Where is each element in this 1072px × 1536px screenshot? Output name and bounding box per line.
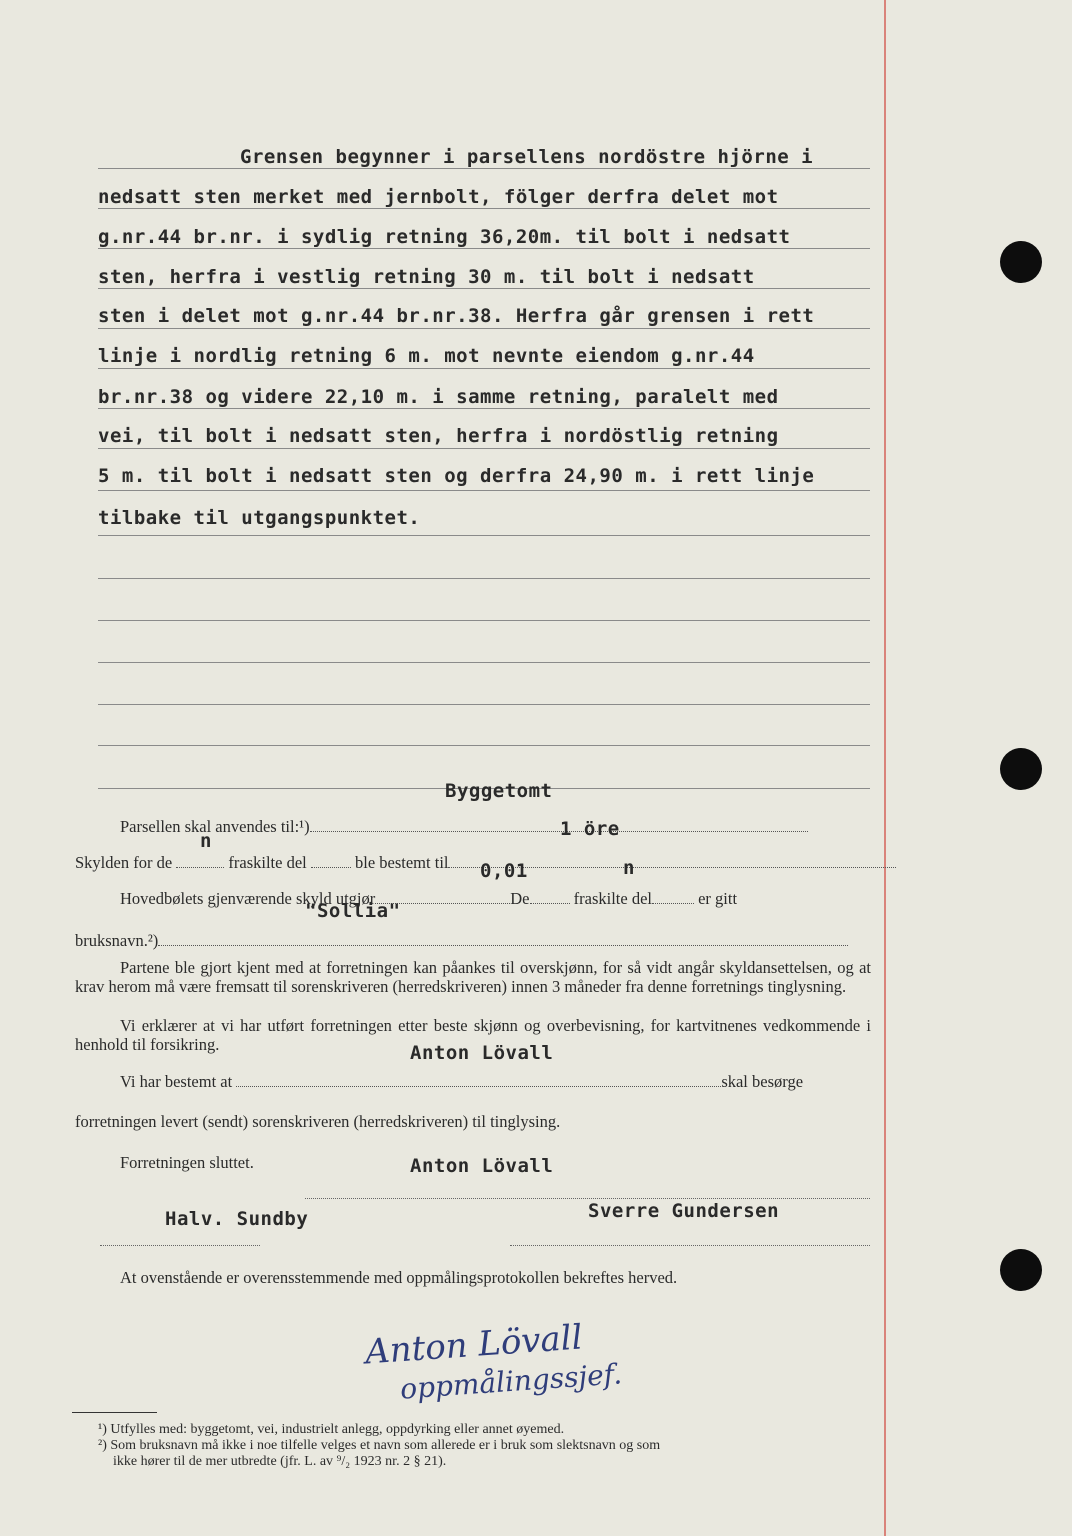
footnote-2: ²) Som bruksnavn må ikke i noe tilfelle velges et navn som allerede er i bruk som slektsnavn og som — [98, 1438, 661, 1453]
confirm-text: At ovenstående er overensstemmende med oppmålingsprotokollen bekreftes herved. — [120, 1268, 678, 1287]
appeal-paragraph: Partene ble gjort kjent med at forretningen kan påankes til overskjønn, for så vidt angår skyldansettelsen, og at krav herom må være fremsatt til sorenskriveren (herredskriveren) innen 3 måneder fra denne forretnings tinglysning. — [75, 958, 871, 996]
signature-title: oppmålingssjef. — [399, 1357, 623, 1406]
levert-text: forretningen levert (sendt) sorenskriveren (herredskriveren) til tinglysing. — [75, 1112, 561, 1131]
footnote-2-cont: ikke hører til de mer utbredte (jfr. L. av ⁹/₂ 1923 nr. 2 § 21). — [113, 1454, 447, 1469]
skyld-value: 0,01 — [480, 860, 528, 882]
description-line: sten, herfra i vestlig retning 30 m. til bolt i nedsatt — [98, 266, 755, 288]
punch-hole-icon — [1000, 241, 1042, 283]
bruksnavn-value: "Sollia" — [305, 900, 401, 922]
bestemt-row: Vi har bestemt at skal besørge — [120, 1072, 804, 1091]
hoved-row: Hovedbølets gjenværende skyld utgjør De fraskilte del er gitt — [120, 889, 738, 908]
margin-line — [884, 0, 886, 1536]
signer-left: Halv. Sundby — [165, 1208, 309, 1230]
bruksnavn-label: bruksnavn.²) — [75, 931, 848, 951]
description-line: sten i delet mot g.nr.44 br.nr.38. Herfra går grensen i rett — [98, 305, 815, 327]
skyld-n2: n — [623, 857, 635, 879]
signer-right: Sverre Gundersen — [588, 1200, 780, 1222]
description-line: vei, til bolt i nedsatt sten, herfra i nordöstlig retning — [98, 425, 779, 447]
description-line: nedsatt sten merket med jernbolt, fölger derfra delet mot — [98, 186, 779, 208]
footnote-1: ¹) Utfylles med: byggetomt, vei, industrielt anlegg, oppdyrking eller annet øyemed. — [98, 1422, 565, 1437]
use-label: Parsellen skal anvendes til:¹) — [120, 817, 808, 837]
description-line: br.nr.38 og videre 22,10 m. i samme retning, paralelt med — [98, 386, 779, 408]
skyld-unit: 1 öre — [560, 818, 620, 840]
skyld-row: Skylden for de fraskilte del ble bestemt til — [75, 853, 896, 873]
punch-hole-icon — [1000, 748, 1042, 790]
skyld-n1: n — [200, 830, 212, 852]
description-line: g.nr.44 br.nr. i sydlig retning 36,20m. til bolt i nedsatt — [98, 226, 791, 248]
declaration-paragraph: Vi erklærer at vi har utført forretningen etter beste skjønn og overbevisning, for kartvitnenes vedkommende i henhold til forsikring. — [75, 1016, 871, 1054]
sluttet-text: Forretningen sluttet. — [120, 1153, 254, 1172]
description-line: tilbake til utgangspunktet. — [98, 507, 421, 529]
description-line: linje i nordlig retning 6 m. mot nevnte eiendom g.nr.44 — [98, 345, 755, 367]
signature-name: Anton Lövall — [363, 1317, 584, 1373]
declaration-signer: Anton Lövall — [410, 1042, 554, 1064]
description-line: 5 m. til bolt i nedsatt sten og derfra 24,90 m. i rett linje — [98, 465, 815, 487]
punch-hole-icon — [1000, 1249, 1042, 1291]
description-line: Grensen begynner i parsellens nordöstre hjörne i — [240, 146, 814, 168]
use-value: Byggetomt — [445, 780, 553, 802]
signer-main: Anton Lövall — [410, 1155, 554, 1177]
